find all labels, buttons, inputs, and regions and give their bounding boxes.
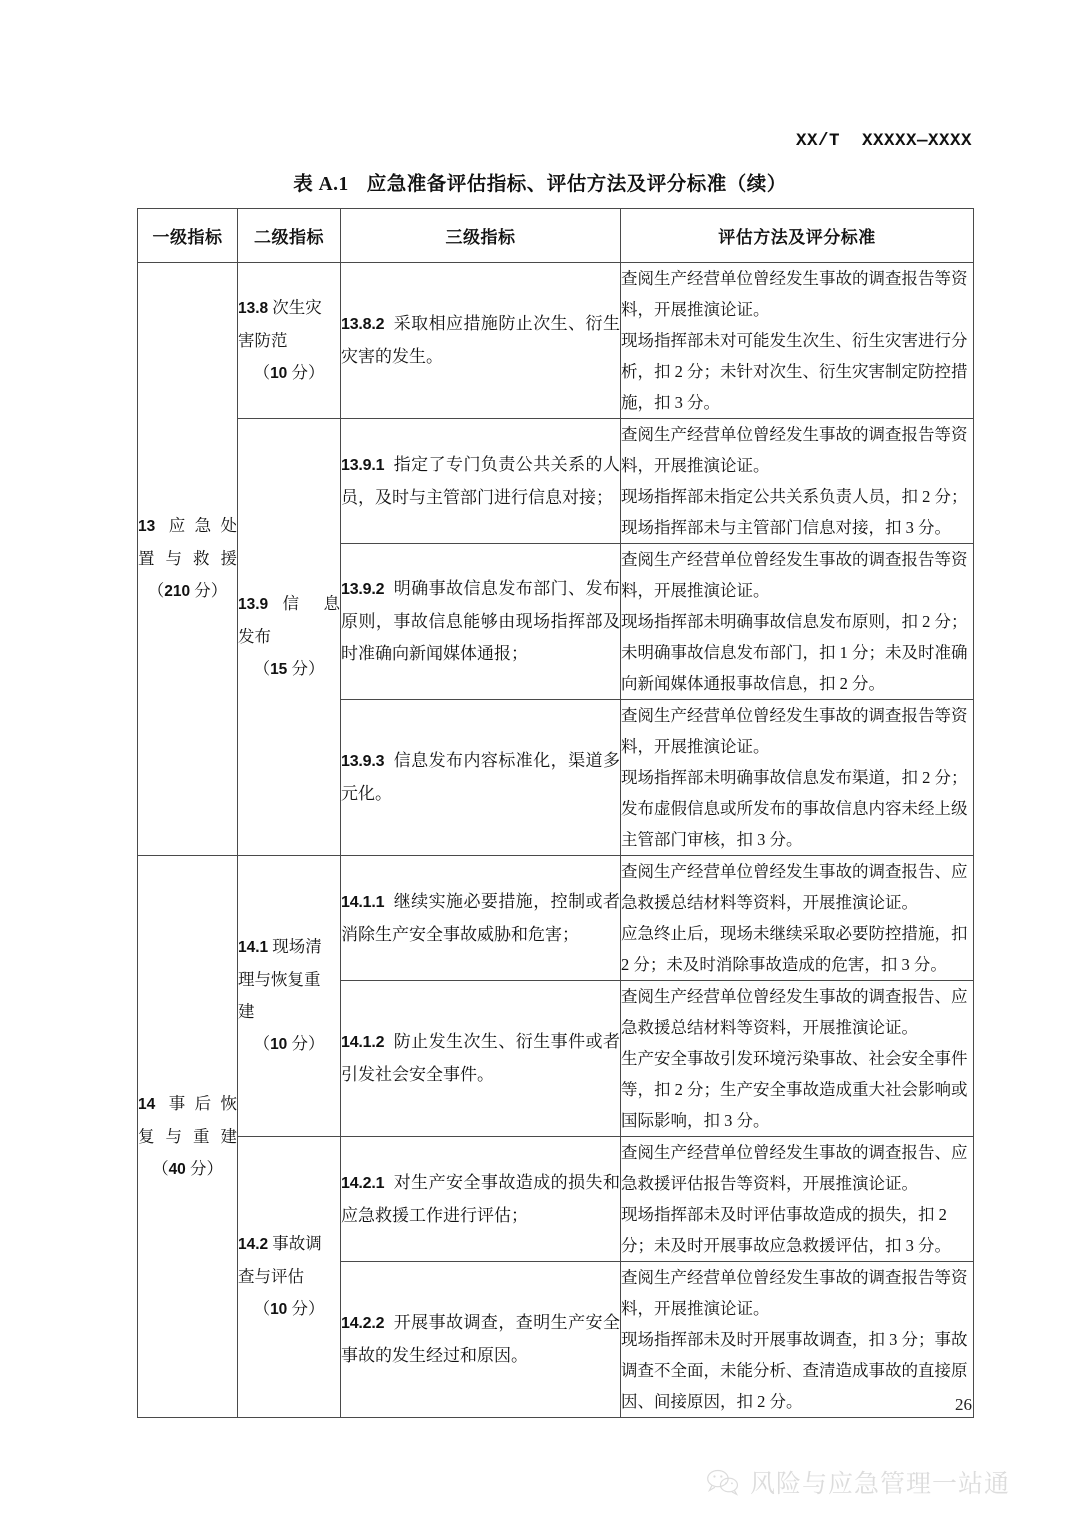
level2-score: （10 分） — [253, 362, 325, 382]
wechat-icon — [706, 1468, 740, 1496]
method-paragraph: 现场指挥部未及时开展事故调查，扣 3 分；事故调查不全面，未能分析、查清造成事故的直接原因、间接原因，扣 2 分。 — [621, 1330, 968, 1411]
level2-line: 发布 — [238, 627, 271, 646]
level3-text: 防止发生次生、衍生事件或者引发社会安全事件。 — [341, 1032, 621, 1084]
method-cell — [621, 981, 974, 1137]
level2-line: 13.9 信 息 — [238, 594, 340, 613]
method-cell — [621, 1262, 974, 1418]
level2-line: 14.2 事故调 — [238, 1234, 322, 1253]
method-paragraph: 应急终止后，现场未继续采取必要防控措施，扣 2 分；未及时消除事故造成的危害，扣 3 分。 — [621, 924, 968, 974]
level1-code: 14 — [138, 1095, 156, 1113]
method-paragraph: 查阅生产经营单位曾经发生事故的调查报告、应急救援评估报告等资料，开展推演论证。 — [621, 1143, 968, 1193]
method-paragraph: 查阅生产经营单位曾经发生事故的调查报告等资料，开展推演论证。 — [621, 1268, 968, 1318]
method-paragraph: 现场指挥部未对可能发生次生、衍生灾害进行分析，扣 2 分；未针对次生、衍生灾害制定防控措施，扣 3 分。 — [621, 331, 968, 412]
level3-text: 采取相应措施防止次生、衍生灾害的发生。 — [341, 314, 621, 366]
level3-text: 继续实施必要措施，控制或者消除生产安全事故威胁和危害； — [341, 891, 621, 944]
level3-code: 13.9.1 — [341, 456, 385, 474]
level2-code: 13.8 — [238, 299, 269, 317]
level3-code: 13.8.2 — [341, 316, 385, 333]
level3-indicator-cell — [341, 419, 621, 544]
method-cell — [621, 1137, 974, 1262]
level1-code: 13 — [138, 518, 156, 535]
column-header-method: 评估方法及评分标准 — [621, 209, 974, 263]
level3-text: 对生产安全事故造成的损失和应急救援工作进行评估； — [341, 1172, 621, 1225]
level2-line: 查与评估 — [238, 1267, 304, 1286]
level2-score: （15 分） — [253, 659, 325, 678]
level2-code: 13.9 — [238, 596, 269, 613]
level1-score: （210 分） — [147, 581, 228, 600]
level1-indicator-cell — [138, 263, 238, 856]
method-cell — [621, 700, 974, 856]
watermark — [706, 1464, 1010, 1500]
method-paragraph: 现场指挥部未及时评估事故造成的损失，扣 2 分；未及时开展事故应急救援评估，扣 3 分。 — [621, 1205, 951, 1255]
column-header-level1: 一级指标 — [138, 209, 238, 263]
level3-indicator-cell — [341, 981, 621, 1137]
level1-name-part1: 应急处 — [168, 516, 237, 535]
level2-code: 14.1 — [238, 939, 269, 956]
table-caption-title: 应急准备评估指标、评估方法及评分标准（续） — [366, 174, 787, 195]
column-header-level3: 三级指标 — [341, 209, 621, 263]
level3-indicator-cell — [341, 856, 621, 981]
method-paragraph: 查阅生产经营单位曾经发生事故的调查报告等资料，开展推演论证。 — [621, 425, 968, 475]
method-paragraph: 现场指挥部未明确事故信息发布原则，扣 2 分；未明确事故信息发布部门，扣 1 分；未及时准确向新闻媒体通报事故信息，扣 2 分。 — [621, 612, 968, 693]
level1-line — [138, 510, 237, 543]
method-paragraph: 现场指挥部未明确事故信息发布渠道，扣 2 分；发布虚假信息或所发布的事故信息内容未经上级主管部门审核，扣 3 分。 — [621, 768, 968, 849]
method-paragraph: 现场指挥部未指定公共关系负责人员，扣 2 分；现场指挥部未与主管部门信息对接，扣 3 分。 — [621, 487, 968, 537]
level2-code: 14.2 — [238, 1236, 269, 1253]
level2-line: 14.1 现场清 — [238, 937, 322, 956]
table-row — [138, 1137, 974, 1262]
level2-line: 理与恢复重 — [238, 970, 321, 989]
level2-score: （10 分） — [253, 1299, 325, 1318]
method-paragraph: 查阅生产经营单位曾经发生事故的调查报告等资料，开展推演论证。 — [621, 269, 968, 319]
level2-indicator-cell-13-8 — [238, 263, 341, 419]
table-header-row — [138, 209, 974, 263]
level3-code: 14.1.2 — [341, 1034, 385, 1051]
level1-line: 复与重建 — [138, 1126, 237, 1146]
table-row — [138, 263, 974, 419]
level3-text: 信息发布内容标准化，渠道多元化。 — [341, 751, 621, 803]
level3-text: 明确事故信息发布部门、发布原则，事故信息能够由现场指挥部及时准确向新闻媒体通报； — [341, 579, 621, 663]
level3-code: 13.9.3 — [341, 753, 385, 770]
level2-indicator-cell-14-2 — [238, 1137, 341, 1418]
level3-text: 开展事故调查，查明生产安全事故的发生经过和原因。 — [341, 1313, 621, 1365]
table-row — [138, 419, 974, 544]
level2-indicator-cell-13-9 — [238, 419, 341, 856]
column-header-level2: 二级指标 — [238, 209, 341, 263]
method-cell — [621, 544, 974, 700]
level1-line: 14 事后恢 — [138, 1093, 237, 1113]
table-caption-label: 表 A.1 — [293, 174, 349, 195]
method-paragraph: 查阅生产经营单位曾经发生事故的调查报告等资料，开展推演论证。 — [621, 550, 968, 600]
level2-score: （10 分） — [253, 1034, 325, 1053]
standard-code-header: XX/T XXXXX—XXXX — [795, 131, 972, 151]
method-paragraph: 查阅生产经营单位曾经发生事故的调查报告、应急救援总结材料等资料，开展推演论证。 — [621, 862, 968, 912]
method-paragraph: 查阅生产经营单位曾经发生事故的调查报告等资料，开展推演论证。 — [621, 706, 968, 756]
assessment-table-wrapper — [137, 208, 973, 1418]
level3-indicator-cell — [341, 263, 621, 419]
method-paragraph: 生产安全事故引发环境污染事故、社会安全事件等，扣 2 分；生产安全事故造成重大社会影响或国际影响，扣 3 分。 — [621, 1049, 968, 1130]
level2-indicator-cell-14-1 — [238, 856, 341, 1137]
level3-indicator-cell — [341, 700, 621, 856]
method-cell — [621, 263, 974, 419]
level2-line: 建 — [238, 1002, 255, 1021]
level1-line: 置与救援 — [138, 549, 237, 568]
level3-code: 13.9.2 — [341, 581, 385, 598]
table-caption — [0, 168, 1080, 196]
assessment-table — [137, 208, 974, 1418]
table-row — [138, 856, 974, 981]
level3-code: 14.2.2 — [341, 1315, 385, 1332]
level2-line: 害防范 — [238, 330, 288, 350]
method-paragraph: 查阅生产经营单位曾经发生事故的调查报告、应急救援总结材料等资料，开展推演论证。 — [621, 987, 968, 1037]
level1-indicator-cell — [138, 856, 238, 1418]
level2-line: 13.8 次生灾 — [238, 297, 322, 317]
level1-score: （40 分） — [152, 1158, 223, 1178]
level3-text: 指定了专门负责公共关系的人员，及时与主管部门进行信息对接； — [341, 454, 621, 507]
level3-code: 14.2.1 — [341, 1174, 385, 1192]
level3-indicator-cell — [341, 544, 621, 700]
level3-indicator-cell — [341, 1262, 621, 1418]
watermark-text: 风险与应急管理一站通 — [750, 1469, 1011, 1498]
level3-indicator-cell — [341, 1137, 621, 1262]
page-number: 26 — [955, 1395, 972, 1414]
level3-code: 14.1.1 — [341, 893, 385, 911]
method-cell — [621, 856, 974, 981]
method-cell — [621, 419, 974, 544]
